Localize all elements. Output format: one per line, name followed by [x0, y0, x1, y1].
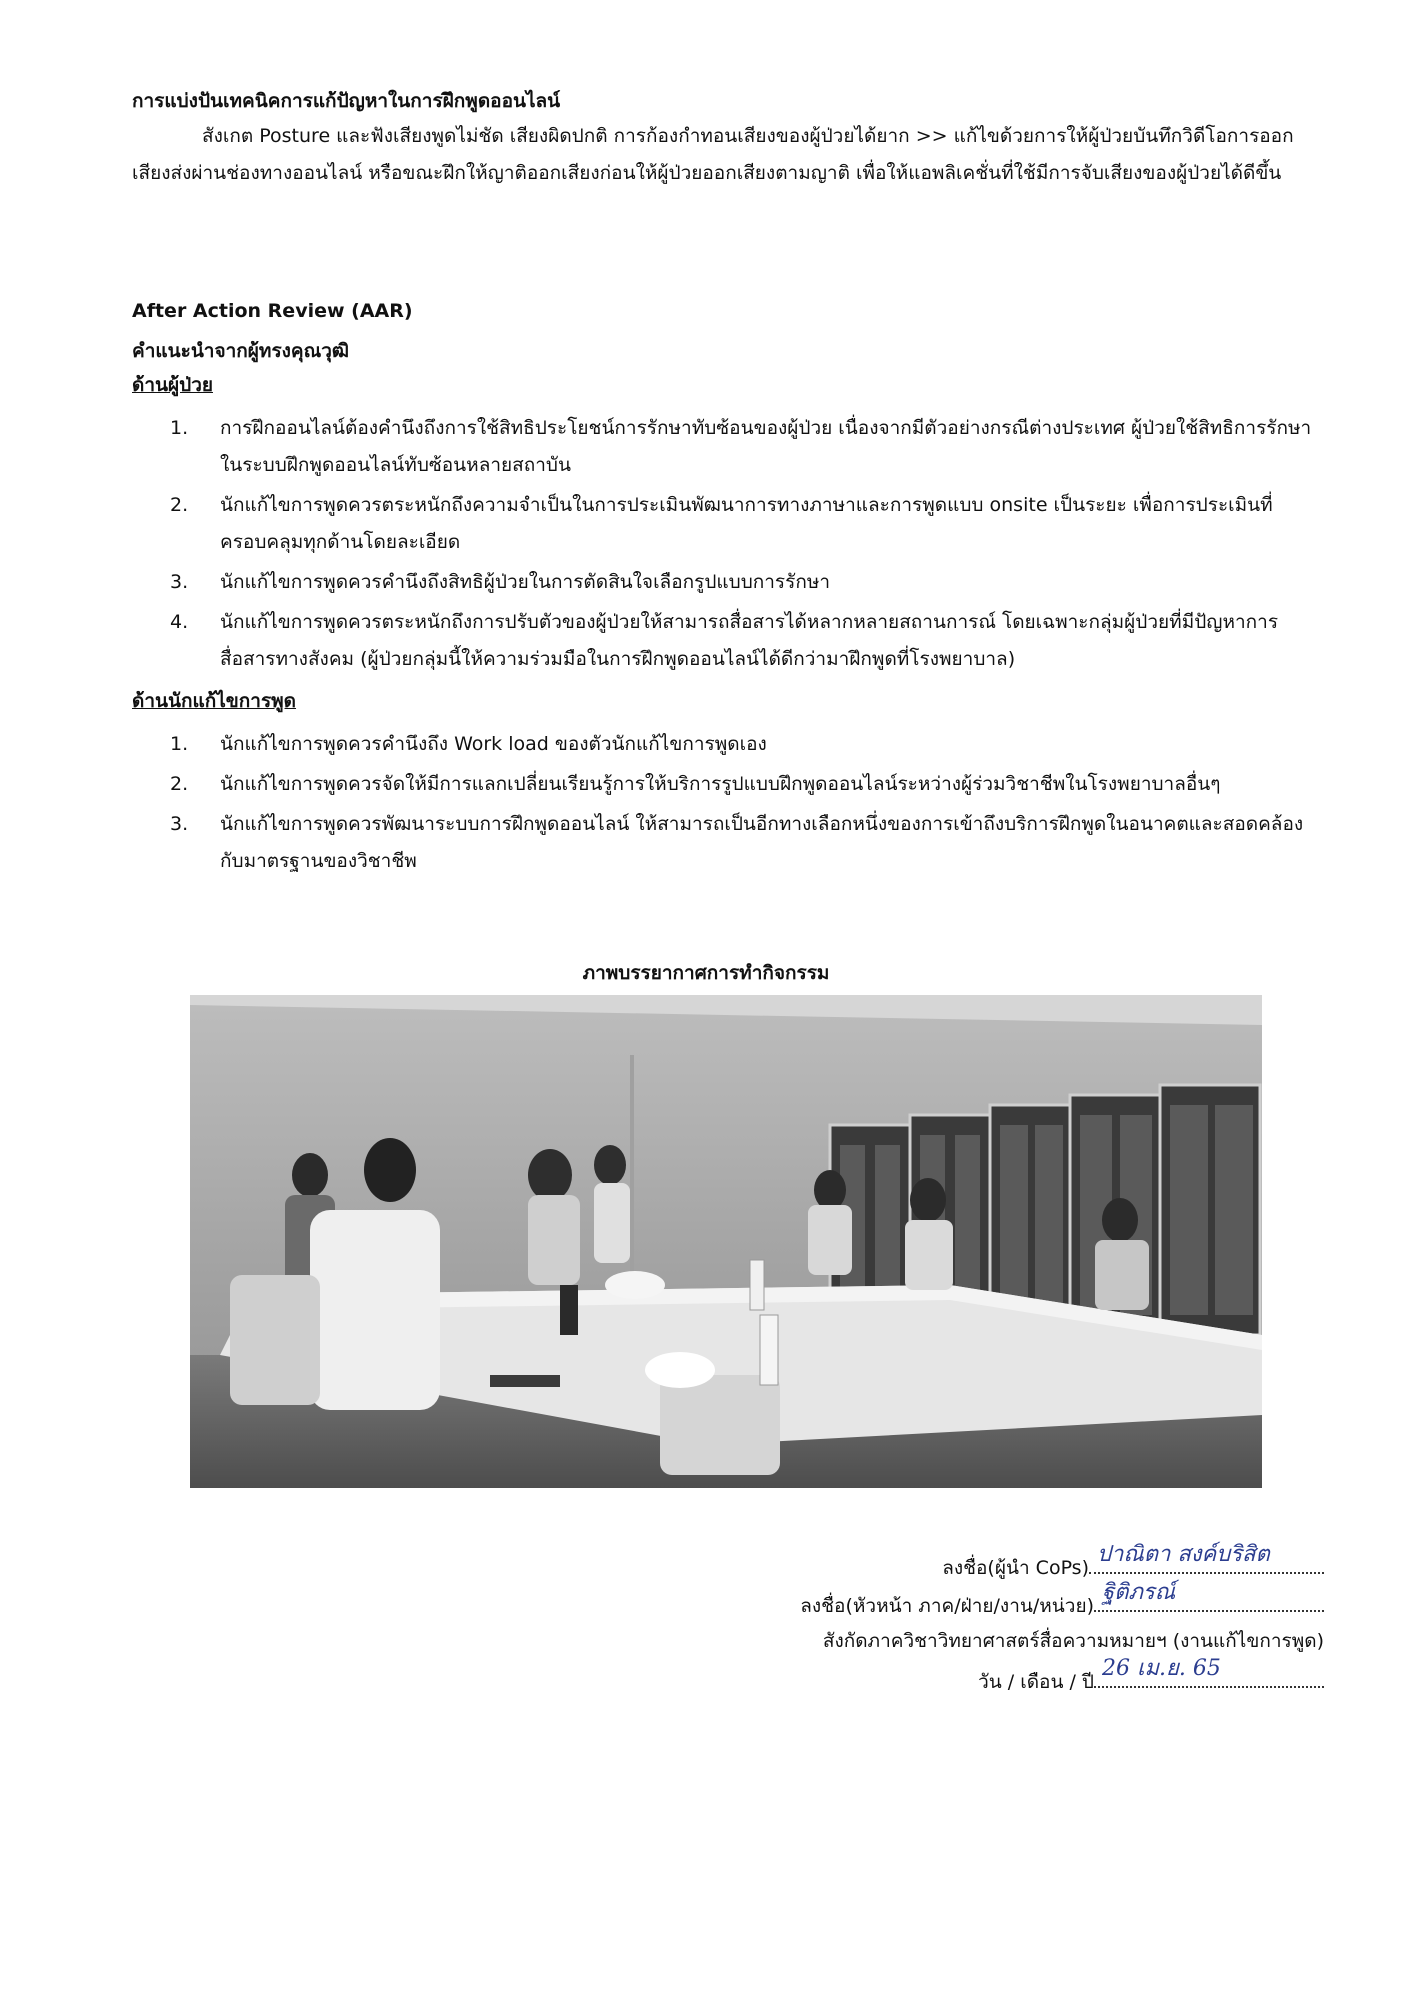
head-signature-field	[1094, 1580, 1324, 1612]
list-item	[170, 806, 1320, 880]
item-text: นักแก้ไขการพูดควรตระหนักถึงการปรับตัวของผู้ป่วยให้สามารถสื่อสารได้หลากหลายสถานการณ์ โดยเฉพาะกลุ่มผู้ป่วยที่มีปัญหาการสื่อสารทางสังคม (ผู้ป่วยกลุ่มนี้ให้ความร่วมมือในการฝึกพูดออนไลน์ได้ดีกว่ามาฝึกพูดที่โรงพยาบาล)	[220, 611, 1279, 670]
photo-caption: ภาพบรรยากาศการทำกิจกรรม	[582, 962, 830, 984]
technique-heading: การแบ่งปันเทคนิคการแก้ปัญหาในการฝึกพูดออนไลน์	[132, 90, 561, 112]
item-number: 3.	[170, 813, 189, 835]
item-text: นักแก้ไขการพูดควรคำนึงถึงสิทธิผู้ป่วยในการตัดสินใจเลือกรูปแบบการรักษา	[220, 571, 831, 593]
item-text: นักแก้ไขการพูดควรพัฒนาระบบการฝึกพูดออนไลน์ ให้สามารถเป็นอีกทางเลือกหนึ่งของการเข้าถึงบริการฝึกพูดในอนาคตและสอดคล้องกับมาตรฐานของวิชาชีพ	[220, 813, 1304, 872]
item-text: การฝึกออนไลน์ต้องคำนึงถึงการใช้สิทธิประโยชน์การรักษาทับซ้อนของผู้ป่วย เนื่องจากมีตัวอย่างกรณีต่างประเทศ ผู้ป่วยใช้สิทธิการรักษาในระบบฝึกพูดออนไลน์ทับซ้อนหลายสถาบัน	[220, 417, 1312, 476]
item-text: นักแก้ไขการพูดควรตระหนักถึงความจำเป็นในการประเมินพัฒนาการทางภาษาและการพูดแบบ onsite เป็นระยะ เพื่อการประเมินที่ครอบคลุมทุกด้านโดยละเอียด	[220, 494, 1273, 553]
item-number: 1.	[170, 733, 189, 755]
therapist-heading: ด้านนักแก้ไขการพูด	[132, 690, 297, 712]
therapist-list	[170, 726, 1320, 883]
list-item	[170, 487, 1320, 561]
advice-heading: คำแนะนำจากผู้ทรงคุณวุฒิ	[132, 340, 350, 362]
list-item	[170, 564, 1320, 601]
item-number: 2.	[170, 773, 189, 795]
item-text: นักแก้ไขการพูดควรคำนึงถึง Work load ของตัวนักแก้ไขการพูดเอง	[220, 733, 767, 755]
head-signature-line	[800, 1580, 1324, 1621]
item-number: 1.	[170, 417, 189, 439]
item-text: นักแก้ไขการพูดควรจัดให้มีการแลกเปลี่ยนเรียนรู้การให้บริการรูปแบบฝึกพูดออนไลน์ระหว่างผู้ร่วมวิชาชีพในโรงพยาบาลอื่นๆ	[220, 773, 1221, 795]
date-line	[978, 1656, 1324, 1697]
list-item	[170, 410, 1320, 484]
list-item	[170, 604, 1320, 678]
item-number: 2.	[170, 494, 189, 516]
patient-heading: ด้านผู้ป่วย	[132, 374, 213, 396]
affiliation-text: สังกัดภาควิชาวิทยาศาสตร์สื่อความหมายฯ (งานแก้ไขการพูด)	[822, 1630, 1324, 1652]
item-number: 4.	[170, 611, 189, 633]
meeting-room-photo	[190, 995, 1262, 1488]
leader-label: ลงชื่อ(ผู้นำ CoPs)	[942, 1557, 1089, 1579]
technique-paragraph: สังเกต Posture และฟังเสียงพูดไม่ชัด เสียงผิดปกติ การก้องกำทอนเสียงของผู้ป่วยได้ยาก >> แก้ไขด้วยการให้ผู้ป่วยบันทึกวิดีโอการออกเสียงส่งผ่านช่องทางออนไลน์ หรือขณะฝึกให้ญาติออกเสียงก่อนให้ผู้ป่วยออกเสียงตามญาติ เพื่อให้แอพลิเคชั่นที่ใช้มีการจับเสียงของผู้ป่วยได้ดีขึ้น	[132, 125, 1294, 184]
item-number: 3.	[170, 571, 189, 593]
activity-photo	[190, 995, 1262, 1488]
head-signature: ฐิติภรณ์	[1102, 1580, 1176, 1605]
date-value: 26 เม.ย. 65	[1102, 1656, 1221, 1681]
affiliation-line	[823, 1626, 1324, 1656]
head-label: ลงชื่อ(หัวหน้า ภาค/ฝ่าย/งาน/หน่วย)	[800, 1595, 1094, 1617]
patient-list	[170, 410, 1320, 681]
list-item	[170, 766, 1320, 803]
leader-signature: ปาณิตา สงค์บริสิต	[1097, 1542, 1270, 1567]
list-item	[170, 726, 1320, 763]
leader-signature-field	[1089, 1542, 1324, 1574]
date-field	[1094, 1656, 1324, 1688]
aar-title: After Action Review (AAR)	[132, 300, 413, 322]
date-label: วัน / เดือน / ปี	[978, 1671, 1094, 1693]
